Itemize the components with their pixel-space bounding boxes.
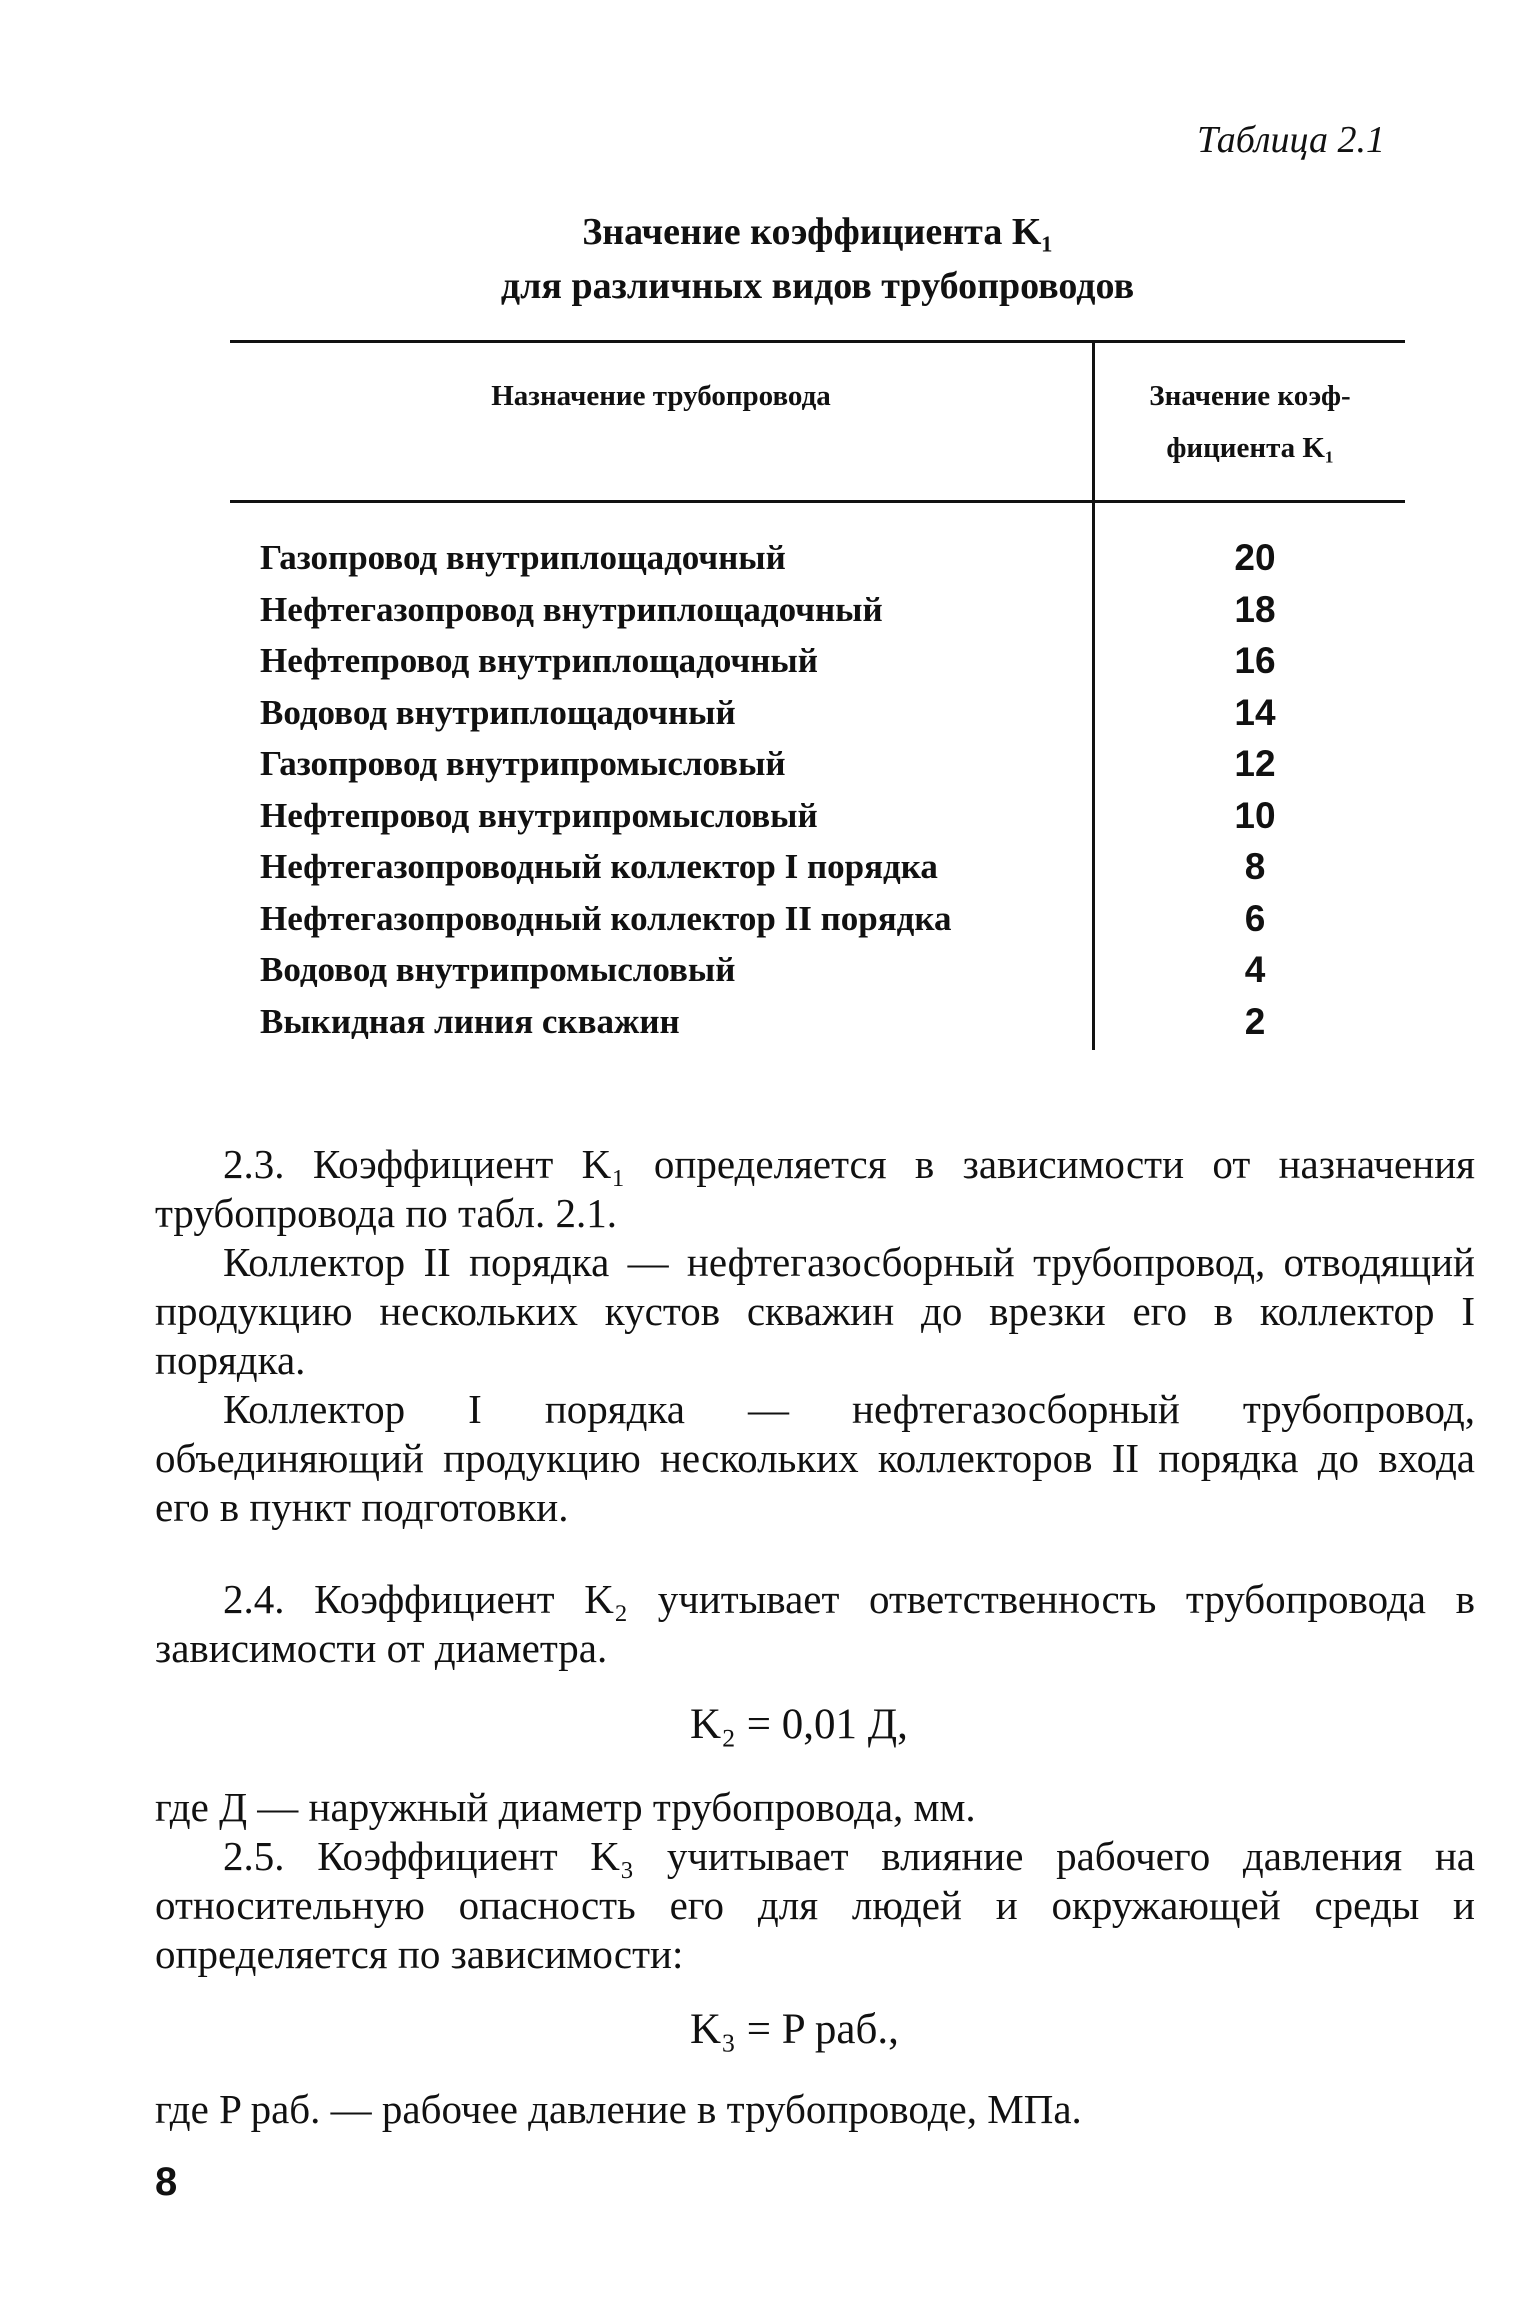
formula-k2: K₂ = 0,01 Д, — [690, 1701, 908, 1748]
header-purpose: Назначение трубопровода — [491, 380, 831, 412]
row-name: Нефтегазопроводный коллектор I порядка — [260, 847, 938, 886]
row-value: 8 — [1244, 846, 1266, 887]
formula-k3: K₃ = P раб., — [690, 2006, 899, 2053]
row-value: 2 — [1244, 1000, 1266, 1042]
table-body — [230, 532, 1405, 1047]
row-value: 20 — [1234, 537, 1276, 578]
where-k3: где P раб. — рабочее давление в трубопроводе, МПа. — [155, 2086, 1082, 2132]
table-row — [230, 996, 1405, 1048]
row-value: 10 — [1234, 794, 1276, 836]
where-k2: где Д — наружный диаметр трубопровода, мм. — [155, 1784, 976, 1830]
body-text-block-2 — [155, 1575, 1475, 1673]
row-value: 14 — [1234, 691, 1276, 733]
paragraph-collector-1: Коллектор I порядка — нефтегазосборный трубопровод, объединяющий продукцию нескольких коллекторов II порядка до входа его в пункт подготовки. — [155, 1386, 1475, 1530]
paragraph-collector-2: Коллектор II порядка — нефтегазосборный трубопровод, отводящий продукцию нескольких кустов скважин до врезки его в коллектор I порядка. — [155, 1239, 1475, 1383]
table-row — [230, 790, 1405, 842]
table-row — [230, 944, 1405, 996]
body-text-block-1 — [155, 1140, 1475, 1532]
table-row — [230, 893, 1405, 945]
body-text-block-4 — [155, 2085, 1475, 2134]
row-value: 16 — [1234, 640, 1276, 681]
table-row — [230, 532, 1405, 584]
table-header-rule — [230, 500, 1405, 503]
row-name: Выкидная линия скважин — [260, 1001, 680, 1041]
row-name: Водовод внутрипромысловый — [260, 950, 736, 989]
row-name: Нефтегазопровод внутриплощадочный — [260, 589, 883, 629]
row-name: Нефтепровод внутрипромысловый — [260, 795, 818, 835]
body-text-block-3 — [155, 1783, 1475, 1979]
table-row — [230, 738, 1405, 790]
table-top-rule — [230, 340, 1405, 343]
header-coefficient-line-2: фициента K₁ — [1166, 432, 1334, 464]
header-coefficient-line-1: Значение коэф- — [1149, 380, 1351, 412]
header-coefficient — [1095, 370, 1405, 474]
paragraph-2-3: 2.3. Коэффициент K₁ определяется в зависимости от назначения трубопровода по табл. 2.1. — [155, 1141, 1475, 1236]
table-row — [230, 635, 1405, 687]
row-value: 6 — [1244, 897, 1266, 939]
row-name: Нефтегазопроводный коллектор II порядка — [260, 898, 952, 938]
row-name: Водовод внутриплощадочный — [260, 692, 736, 732]
coefficient-table — [230, 340, 1405, 1050]
row-name: Газопровод внутриплощадочный — [260, 538, 786, 577]
table-caption — [230, 205, 1405, 313]
row-value: 12 — [1234, 743, 1276, 784]
table-row — [230, 687, 1405, 739]
caption-line-2: для различных видов трубопроводов — [500, 265, 1135, 307]
row-value: 18 — [1234, 588, 1276, 630]
table-label: Таблица 2.1 — [1197, 119, 1385, 161]
row-value: 4 — [1244, 949, 1266, 990]
table-row — [230, 841, 1405, 893]
paragraph-2-5: 2.5. Коэффициент K₃ учитывает влияние рабочего давления на относительную опасность его для людей и окружающей среды и определяется по зависимости: — [155, 1833, 1475, 1977]
row-name: Нефтепровод внутриплощадочный — [260, 641, 818, 680]
paragraph-2-4: 2.4. Коэффициент K₂ учитывает ответственность трубопровода в зависимости от диаметра. — [155, 1576, 1475, 1671]
page-number: 8 — [155, 2160, 178, 2204]
row-name: Газопровод внутрипромысловый — [260, 744, 786, 783]
caption-line-1: Значение коэффициента K₁ — [582, 211, 1053, 253]
table-row — [230, 584, 1405, 636]
